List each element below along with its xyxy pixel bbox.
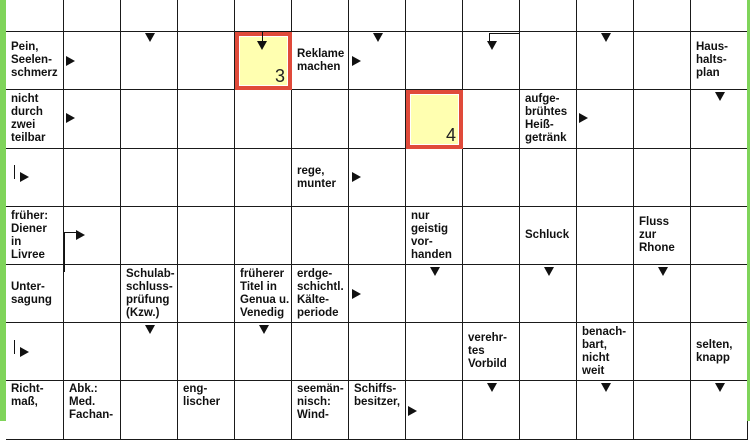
arrow-down-icon (145, 325, 155, 334)
arrow-down-icon (715, 92, 725, 101)
answer-cell[interactable] (520, 32, 577, 90)
clue-text-line: Schiffs- (354, 383, 397, 395)
clue-text-line: Abk.: (69, 383, 98, 395)
clue-cell (292, 381, 349, 440)
clue-text-line: zwei (11, 119, 36, 131)
clue-text-line: munter (297, 177, 336, 190)
clue-cell (64, 381, 121, 440)
arrow-connector (64, 232, 65, 272)
clue-text-line: teilbar (11, 132, 46, 144)
clue-text-line: Haus- (696, 41, 728, 53)
arrow-connector (64, 232, 76, 233)
clue-text-line: Seelen- (11, 54, 52, 66)
clue-text-line: nisch: (297, 396, 331, 408)
clue-text-line: Kälte- (297, 293, 329, 306)
clue-text-line: Reklame (297, 47, 345, 60)
clue-text-line: früherer (240, 267, 285, 280)
clue-text-line: lischer (183, 396, 221, 408)
clue-text-line: Heiß- (525, 119, 554, 131)
answer-cell[interactable] (235, 207, 292, 265)
clue-text-line: Titel in (240, 280, 277, 293)
clue-text-line: vor- (411, 235, 433, 248)
answer-cell[interactable] (178, 207, 235, 265)
answer-cell[interactable] (292, 90, 349, 149)
clue-text-line: aufge- (525, 93, 560, 105)
answer-cell[interactable] (349, 90, 406, 149)
arrow-down-icon (145, 33, 155, 42)
clue-cell (292, 0, 349, 32)
clue-cell (6, 0, 64, 32)
clue-text-line: rege, (297, 164, 325, 177)
arrow-down-icon (601, 33, 611, 42)
clue-cell (691, 0, 748, 32)
arrow-right-icon (352, 289, 361, 299)
clue-text-line: selten, (696, 338, 733, 351)
clue-text-line: (Kzw.) (126, 306, 160, 319)
arrow-right-icon (66, 113, 75, 123)
clue-text-line: Fluss (639, 216, 670, 228)
answer-cell[interactable] (634, 323, 691, 381)
arrow-connector (489, 33, 519, 34)
answer-cell[interactable] (178, 90, 235, 149)
arrow-connector (262, 31, 298, 32)
arrow-down-icon (430, 267, 440, 276)
clue-cell (6, 90, 64, 149)
clue-text-line: Diener (11, 222, 47, 235)
answer-cell[interactable] (235, 149, 292, 207)
clue-text-line: Vorbild (468, 358, 507, 370)
clue-text-line (11, 0, 63, 1)
arrow-down-icon (373, 33, 383, 42)
answer-cell[interactable] (121, 149, 178, 207)
clue-text-line: halts- (696, 54, 727, 66)
clue-text-line: zur (639, 229, 657, 241)
clue-text-line: Venedig (240, 306, 285, 319)
answer-cell[interactable] (691, 207, 748, 265)
answer-cell[interactable] (178, 32, 235, 90)
clue-text-line: durch (11, 106, 43, 118)
arrow-connector (262, 31, 263, 41)
clue-cell (463, 0, 520, 32)
clue-text-line: sagung (11, 293, 52, 306)
answer-cell[interactable] (64, 265, 121, 323)
clue-text-line: periode (297, 306, 339, 319)
answer-cell[interactable] (577, 207, 634, 265)
clue-text-line: geistig (411, 222, 449, 235)
answer-cell[interactable] (634, 90, 691, 149)
clue-text-line: seemän- (297, 383, 344, 395)
clue-text-line: benach- (582, 325, 627, 338)
answer-cell[interactable] (520, 381, 577, 440)
answer-cell[interactable] (634, 381, 691, 440)
answer-cell[interactable] (349, 207, 406, 265)
clue-cell (577, 0, 634, 32)
clue-cell (121, 0, 178, 32)
clue-cell (235, 265, 292, 323)
clue-text-line: Rhone (639, 242, 675, 254)
clue-cell (463, 323, 520, 381)
answer-cell[interactable] (577, 265, 634, 323)
clue-text-line: getränk (525, 132, 567, 144)
clue-cell (406, 207, 463, 265)
clue-text-line (468, 0, 519, 1)
clue-text-line (240, 0, 291, 1)
clue-cell (634, 207, 691, 265)
arrow-down-icon (544, 267, 554, 276)
solution-cell[interactable] (406, 90, 463, 149)
clue-text-line: Schluck (525, 229, 570, 241)
clue-text-line: Genua u. (240, 293, 290, 306)
answer-cell[interactable] (691, 265, 748, 323)
clue-text-line: bart, (582, 338, 607, 351)
clue-text-line: brühtes (525, 106, 568, 118)
clue-text-line: plan (696, 67, 720, 79)
clue-text-line: weit (582, 364, 605, 377)
answer-cell[interactable] (634, 149, 691, 207)
answer-cell[interactable] (292, 323, 349, 381)
arrow-right-icon (66, 56, 75, 66)
clue-text-line: Schulab- (126, 267, 175, 280)
clue-text-line: früher: (11, 209, 49, 222)
arrow-down-icon (259, 325, 269, 334)
arrow-right-icon (352, 172, 361, 182)
answer-cell[interactable] (121, 90, 178, 149)
clue-cell (292, 32, 349, 90)
answer-cell[interactable] (463, 90, 520, 149)
clue-cell (349, 381, 406, 440)
clue-text-line: maß, (11, 396, 38, 408)
clue-text-line: Unter- (11, 280, 45, 293)
arrow-connector (489, 33, 490, 41)
answer-cell[interactable] (178, 0, 235, 32)
answer-cell[interactable] (634, 0, 691, 32)
clue-text-line: Richt- (11, 383, 44, 395)
arrow-right-icon (408, 406, 417, 416)
answer-cell[interactable] (691, 149, 748, 207)
answer-cell[interactable] (64, 149, 121, 207)
clue-cell (520, 90, 577, 149)
clue-text-line (696, 0, 747, 1)
clue-cell (6, 207, 64, 265)
answer-cell[interactable] (121, 381, 178, 440)
clue-text-line: Livree (11, 248, 45, 261)
clue-text-line: tes (468, 345, 485, 357)
clue-text-line: nicht (11, 93, 39, 105)
clue-text-line: Wind- (297, 409, 329, 421)
clue-cell (349, 0, 406, 32)
solution-number: 3 (274, 66, 285, 86)
arrow-down-icon (487, 41, 497, 50)
answer-cell[interactable] (178, 265, 235, 323)
page-edge-left (0, 0, 6, 421)
arrow-right-icon (352, 56, 361, 66)
answer-cell[interactable] (121, 207, 178, 265)
answer-cell[interactable] (349, 323, 406, 381)
clue-text-line: machen (297, 60, 341, 73)
answer-cell[interactable] (520, 323, 577, 381)
solution-number: 4 (445, 125, 456, 145)
clue-text-line: handen (411, 248, 452, 261)
answer-cell[interactable] (64, 207, 121, 265)
arrow-down-icon (715, 383, 725, 392)
clue-text-line: Fachan- (69, 409, 114, 421)
clue-text-line: knapp (696, 351, 730, 364)
arrow-right-icon (20, 347, 29, 357)
clue-text-line: Med. (69, 396, 96, 408)
clue-text-line: erdge- (297, 267, 333, 280)
answer-cell[interactable] (634, 32, 691, 90)
clue-text-line (354, 0, 405, 1)
arrow-connector (14, 165, 15, 179)
clue-cell (577, 323, 634, 381)
clue-text-line: in (11, 235, 22, 248)
answer-cell[interactable] (64, 323, 121, 381)
answer-cell[interactable] (235, 90, 292, 149)
clue-cell (6, 381, 64, 440)
answer-cell[interactable] (463, 265, 520, 323)
clue-cell (178, 381, 235, 440)
clue-text-line: verehr- (468, 332, 507, 344)
arrow-down-icon (658, 267, 668, 276)
clue-text-line: nicht (582, 351, 610, 364)
clue-text-line: prüfung (126, 293, 170, 306)
clue-cell (520, 207, 577, 265)
clue-cell (292, 265, 349, 323)
answer-cell[interactable] (463, 207, 520, 265)
clue-cell (691, 32, 748, 90)
answer-cell[interactable] (406, 32, 463, 90)
answer-cell[interactable] (235, 381, 292, 440)
arrow-down-icon (257, 41, 267, 50)
answer-cell[interactable] (406, 0, 463, 32)
clue-cell (235, 0, 292, 32)
answer-cell[interactable] (64, 0, 121, 32)
answer-cell[interactable] (178, 323, 235, 381)
answer-cell[interactable] (577, 149, 634, 207)
clue-text-line: besitzer, (354, 396, 401, 408)
clue-cell (121, 265, 178, 323)
arrow-right-icon (579, 113, 588, 123)
arrow-down-icon (601, 383, 611, 392)
answer-cell[interactable] (520, 149, 577, 207)
arrow-connector (14, 340, 15, 354)
arrow-right-icon (76, 230, 85, 240)
clue-text-line: Pein, (11, 41, 39, 53)
answer-cell[interactable] (292, 207, 349, 265)
clue-text-line: nur (411, 209, 430, 222)
clue-text-line: schluss- (126, 280, 173, 293)
arrow-right-icon (20, 172, 29, 182)
clue-text-line: schichtl. (297, 280, 344, 293)
clue-cell (6, 32, 64, 90)
clue-cell (292, 149, 349, 207)
clue-cell (520, 0, 577, 32)
arrow-down-icon (487, 383, 497, 392)
answer-cell[interactable] (406, 323, 463, 381)
clue-cell (6, 265, 64, 323)
answer-cell[interactable] (463, 149, 520, 207)
clue-text-line: eng- (183, 383, 208, 395)
answer-cell[interactable] (178, 149, 235, 207)
clue-cell (691, 323, 748, 381)
answer-cell[interactable] (406, 149, 463, 207)
clue-text-line: schmerz (11, 67, 58, 79)
